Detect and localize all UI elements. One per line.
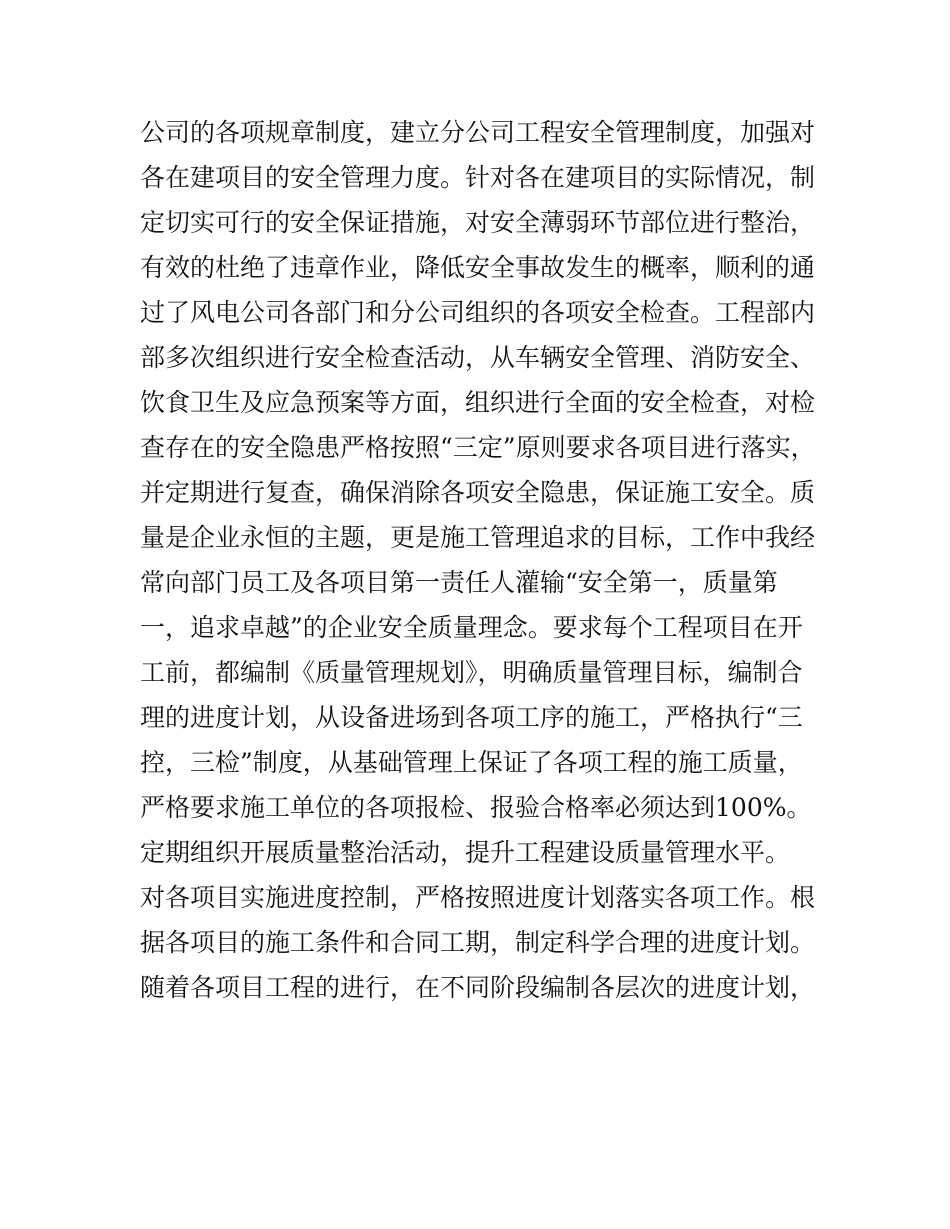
text-line: 一，追求卓越”的企业安全质量理念。要求每个工程项目在开 [140, 613, 803, 642]
text-line: 过了风电公司各部门和分公司组织的各项安全检查。工程部内 [140, 298, 816, 327]
text-line: 常向部门员工及各项目第一责任人灌输“安全第一，质量第 [140, 568, 778, 597]
text-line: 工前，都编制《质量管理规划》，明确质量管理目标，编制合 [140, 658, 803, 687]
text-line: 定切实可行的安全保证措施，对安全薄弱环节部位进行整治， [140, 208, 816, 237]
text-line: 严格要求施工单位的各项报检、报验合格率必须达到100%。 [140, 793, 812, 822]
text-line: 各在建项目的安全管理力度。针对各在建项目的实际情况，制 [140, 163, 816, 192]
body-text [140, 110, 820, 1010]
text-line: 据各项目的施工条件和合同工期，制定科学合理的进度计划。 [140, 928, 816, 957]
text-line: 控，三检”制度，从基础管理上保证了各项工程的施工质量， [140, 748, 803, 777]
text-line: 定期组织开展质量整治活动，提升工程建设质量管理水平。 [140, 838, 791, 867]
text-line: 查存在的安全隐患严格按照“三定”原则要求各项目进行落实， [140, 433, 816, 462]
text-line: 对各项目实施进度控制，严格按照进度计划落实各项工作。根 [140, 883, 816, 912]
text-line: 理的进度计划，从设备进场到各项工序的施工，严格执行“三 [140, 703, 803, 732]
text-line: 部多次组织进行安全检查活动，从车辆安全管理、消防安全、 [140, 343, 816, 372]
text-line: 量是企业永恒的主题，更是施工管理追求的目标，工作中我经 [140, 523, 816, 552]
text-line: 饮食卫生及应急预案等方面，组织进行全面的安全检查，对检 [140, 388, 816, 417]
text-line: 随着各项目工程的进行，在不同阶段编制各层次的进度计划， [140, 973, 816, 1002]
text-line: 公司的各项规章制度，建立分公司工程安全管理制度，加强对 [140, 118, 816, 147]
text-line: 有效的杜绝了违章作业，降低安全事故发生的概率，顺利的通 [140, 253, 816, 282]
text-line: 并定期进行复查，确保消除各项安全隐患，保证施工安全。质 [140, 478, 816, 507]
